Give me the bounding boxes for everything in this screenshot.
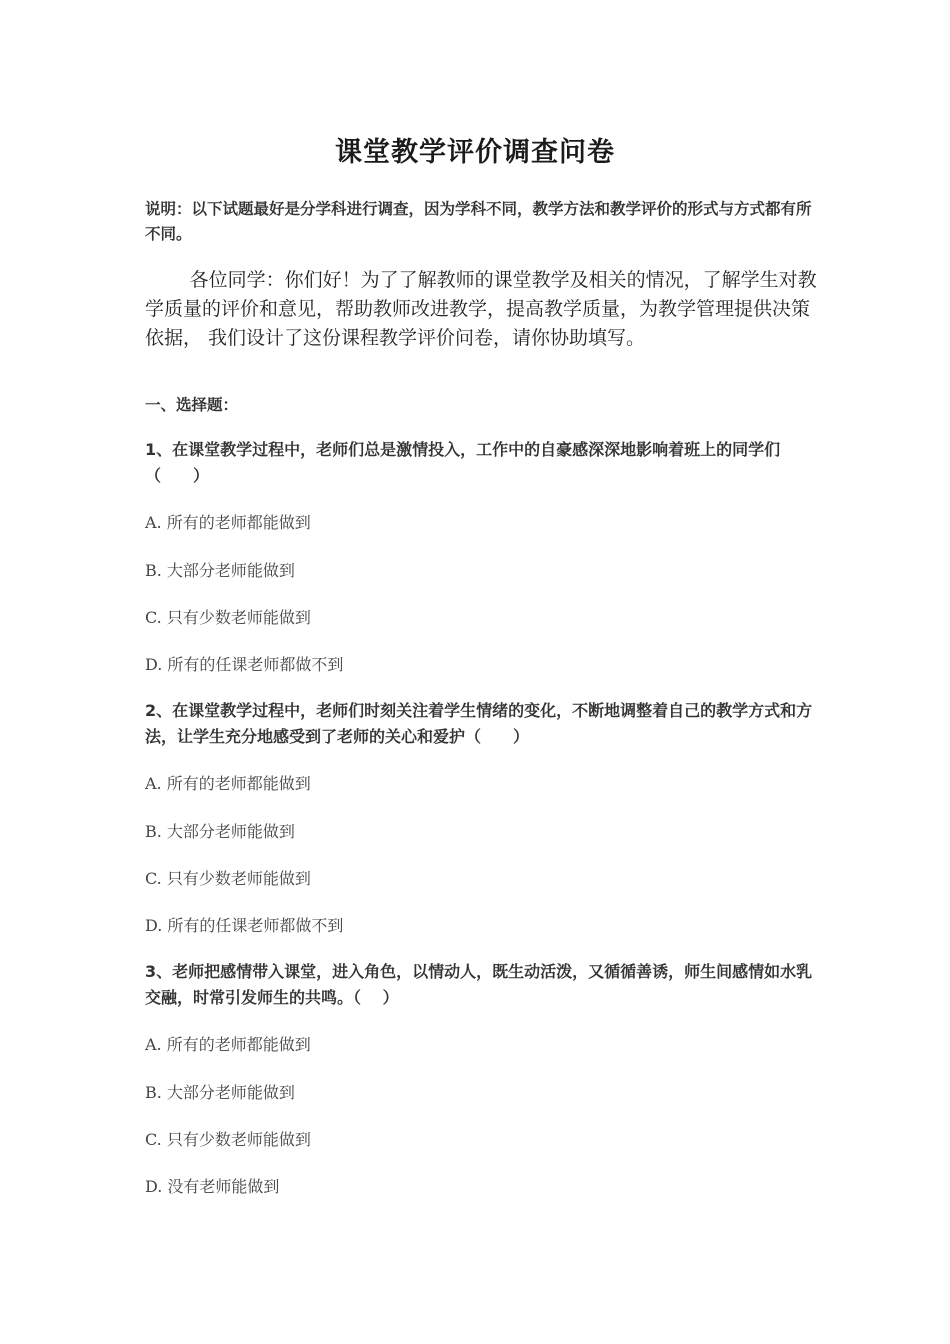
question-2-option-b: B. 大部分老师能做到	[145, 822, 295, 841]
question-1-option-a: A. 所有的老师都能做到	[145, 513, 311, 532]
question-2-option-c: C. 只有少数老师能做到	[145, 869, 311, 888]
question-2: 2、在课堂教学过程中，老师们时刻关注着学生情绪的变化，不断地调整着自己的教学方式和方法，让学生充分地感受到了老师的关心和爱护（ ）	[145, 701, 813, 746]
question-3: 3、老师把感情带入课堂，进入角色，以情动人，既生动活泼，又循循善诱，师生间感情如水乳交融，时常引发师生的共鸣。（ ）	[145, 962, 813, 1007]
question-1: 1、在课堂教学过程中，老师们总是激情投入，工作中的自豪感深深地影响着班上的同学们（ ）	[145, 440, 781, 485]
question-3-option-b: B. 大部分老师能做到	[145, 1083, 295, 1102]
question-2-option-d: D. 所有的任课老师都做不到	[145, 916, 344, 935]
question-2-option-a: A. 所有的老师都能做到	[145, 774, 311, 793]
section-heading: 一、选择题：	[145, 396, 239, 414]
question-1-option-c: C. 只有少数老师能做到	[145, 608, 311, 627]
question-3-option-c: C. 只有少数老师能做到	[145, 1130, 311, 1149]
question-1-option-b: B. 大部分老师能做到	[145, 561, 295, 580]
question-1-option-d: D. 所有的任课老师都做不到	[145, 655, 344, 674]
instructions-note: 说明：以下试题最好是分学科进行调查，因为学科不同，教学方法和教学评价的形式与方式都有所不同。	[145, 200, 812, 243]
document-title: 课堂教学评价调查问卷	[335, 137, 615, 168]
question-3-option-d: D. 没有老师能做到	[145, 1177, 280, 1196]
intro-paragraph: 各位同学：你们好！为了了解教师的课堂教学及相关的情况，了解学生对教学质量的评价和意见，帮助教师改进教学，提高教学质量，为教学管理提供决策依据， 我们设计了这份课程教学评价问卷，请你协助填写。	[145, 269, 817, 349]
question-3-option-a: A. 所有的老师都能做到	[145, 1035, 311, 1054]
